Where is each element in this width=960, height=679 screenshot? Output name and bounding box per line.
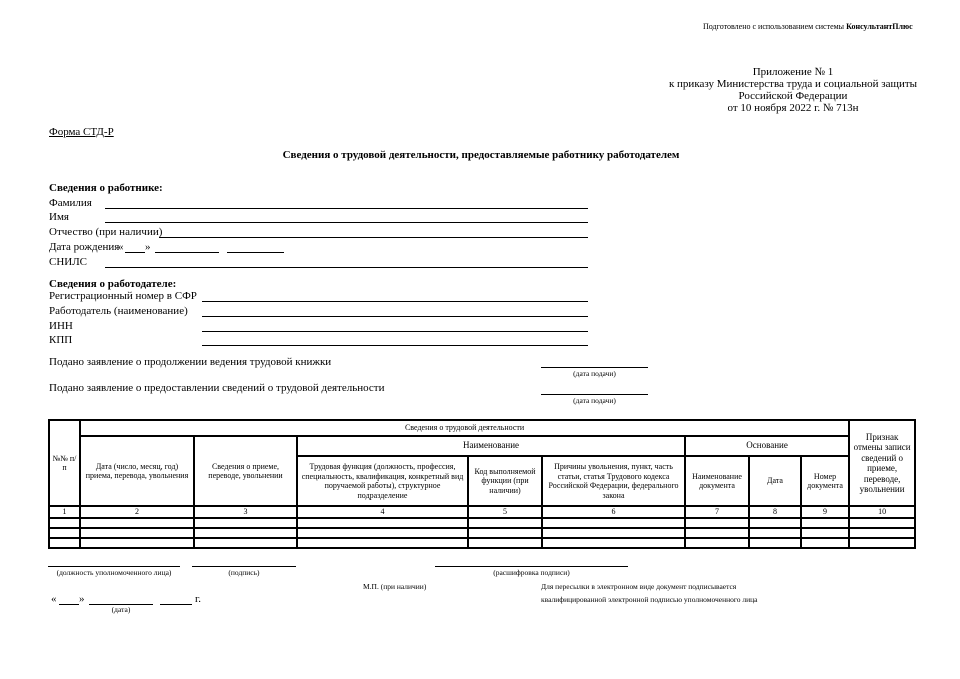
- prepared-note: [703, 22, 913, 31]
- birth-quote-close: »: [145, 241, 151, 253]
- name-label: Имя: [49, 211, 69, 223]
- date-year-line: [160, 604, 192, 605]
- continue-book-date-line: [541, 367, 648, 368]
- column-numbers-row: [49, 506, 915, 518]
- surname-line: [105, 208, 588, 209]
- col-num-header: №№ п/п: [49, 420, 80, 506]
- form-name: Форма СТД-Р: [49, 126, 114, 138]
- inn-line: [202, 331, 588, 332]
- column-number: 2: [80, 506, 194, 518]
- patronymic-line: [159, 237, 588, 238]
- column-number: 1: [49, 506, 80, 518]
- column-number: 10: [849, 506, 915, 518]
- appendix-line2: к приказу Министерства труда и социальной защиты: [668, 78, 918, 90]
- column-number: 8: [749, 506, 801, 518]
- stamp-note: М.П. (при наличии): [363, 582, 427, 591]
- col-function-header: Трудовая функция (должность, профессия, специальность, квалификация, конкретный вид поручаемой работы), структурное подразделение: [297, 456, 468, 506]
- employee-heading: Сведения о работнике:: [49, 182, 163, 194]
- birth-year-line: [227, 252, 284, 253]
- birth-day-line: [125, 252, 145, 253]
- col-code-header: Код выполняемой функции (при наличии): [468, 456, 542, 506]
- continue-book-date-caption: (дата подачи): [573, 369, 616, 378]
- decoding-caption: (расшифровка подписи): [493, 568, 570, 577]
- column-number: 5: [468, 506, 542, 518]
- signature-line: [192, 566, 296, 567]
- birth-date-label: Дата рождения: [49, 241, 120, 253]
- electronic-note-line1: Для пересылки в электронном виде документ подписывается: [541, 582, 737, 591]
- kpp-line: [202, 345, 588, 346]
- page-title: Сведения о трудовой деятельности, предоставляемые работнику работодателем: [282, 149, 680, 161]
- position-caption: (должность уполномоченного лица): [56, 568, 172, 577]
- employer-name-line: [202, 316, 588, 317]
- col-reasons-header: Причины увольнения, пункт, часть статьи, статья Трудового кодекса Российской Федерации, федерального закона: [542, 456, 685, 506]
- col-info-header: Сведения о приеме, переводе, увольнении: [194, 436, 297, 506]
- column-number: 7: [685, 506, 749, 518]
- provide-info-label: Подано заявление о предоставлении сведений о трудовой деятельности: [49, 382, 385, 394]
- patronymic-label: Отчество (при наличии): [49, 226, 163, 238]
- signature-caption: (подпись): [228, 568, 260, 577]
- position-line: [48, 566, 180, 567]
- employer-heading: Сведения о работодателе:: [49, 278, 177, 290]
- appendix-line4: от 10 ноября 2022 г. № 713н: [727, 102, 859, 114]
- snils-line: [105, 267, 588, 268]
- column-number: 4: [297, 506, 468, 518]
- reg-number-line: [202, 301, 588, 302]
- date-caption: (дата): [111, 605, 131, 614]
- col-cancel-header: Признак отмены записи сведений о приеме, переводе, увольнении: [849, 420, 915, 506]
- col-doc-date-header: Дата: [749, 456, 801, 506]
- col-date-header: Дата (число, месяц, год) приема, перевода, увольнения: [80, 436, 194, 506]
- labor-activity-table: [48, 419, 916, 549]
- birth-month-line: [155, 252, 219, 253]
- surname-label: Фамилия: [49, 197, 92, 209]
- naming-group-header: Наименование: [297, 436, 685, 456]
- reg-number-label: Регистрационный номер в СФР: [49, 290, 197, 302]
- continue-book-label: Подано заявление о продолжении ведения трудовой книжки: [49, 356, 332, 368]
- inn-label: ИНН: [49, 320, 73, 332]
- date-quote-open: «: [51, 593, 57, 605]
- date-quote-close: »: [79, 593, 85, 605]
- appendix-line1: Приложение № 1: [752, 66, 834, 78]
- group-title-header: Сведения о трудовой деятельности: [80, 420, 849, 436]
- table-row: [49, 528, 915, 538]
- prepared-prefix: Подготовлено с использованием системы: [703, 22, 847, 31]
- date-day-line: [59, 604, 79, 605]
- column-number: 6: [542, 506, 685, 518]
- name-line: [105, 222, 588, 223]
- appendix-block: [660, 66, 926, 114]
- employer-name-label: Работодатель (наименование): [49, 305, 188, 317]
- col-doc-name-header: Наименование документа: [685, 456, 749, 506]
- provide-info-date-line: [541, 394, 648, 395]
- column-number: 3: [194, 506, 297, 518]
- column-number: 9: [801, 506, 849, 518]
- electronic-note-line2: квалифицированной электронной подписью уполномоченного лица: [541, 595, 758, 604]
- birth-quote-open: «: [118, 241, 124, 253]
- table-row: [49, 518, 915, 528]
- prepared-brand: КонсультантПлюс: [846, 22, 913, 31]
- basis-group-header: Основание: [685, 436, 849, 456]
- snils-label: СНИЛС: [49, 256, 88, 268]
- kpp-label: КПП: [49, 334, 73, 346]
- year-suffix: г.: [195, 593, 202, 605]
- table-row: [49, 538, 915, 548]
- decoding-line: [435, 566, 628, 567]
- provide-info-date-caption: (дата подачи): [573, 396, 616, 405]
- col-doc-num-header: Номер документа: [801, 456, 849, 506]
- appendix-line3: Российской Федерации: [738, 90, 848, 102]
